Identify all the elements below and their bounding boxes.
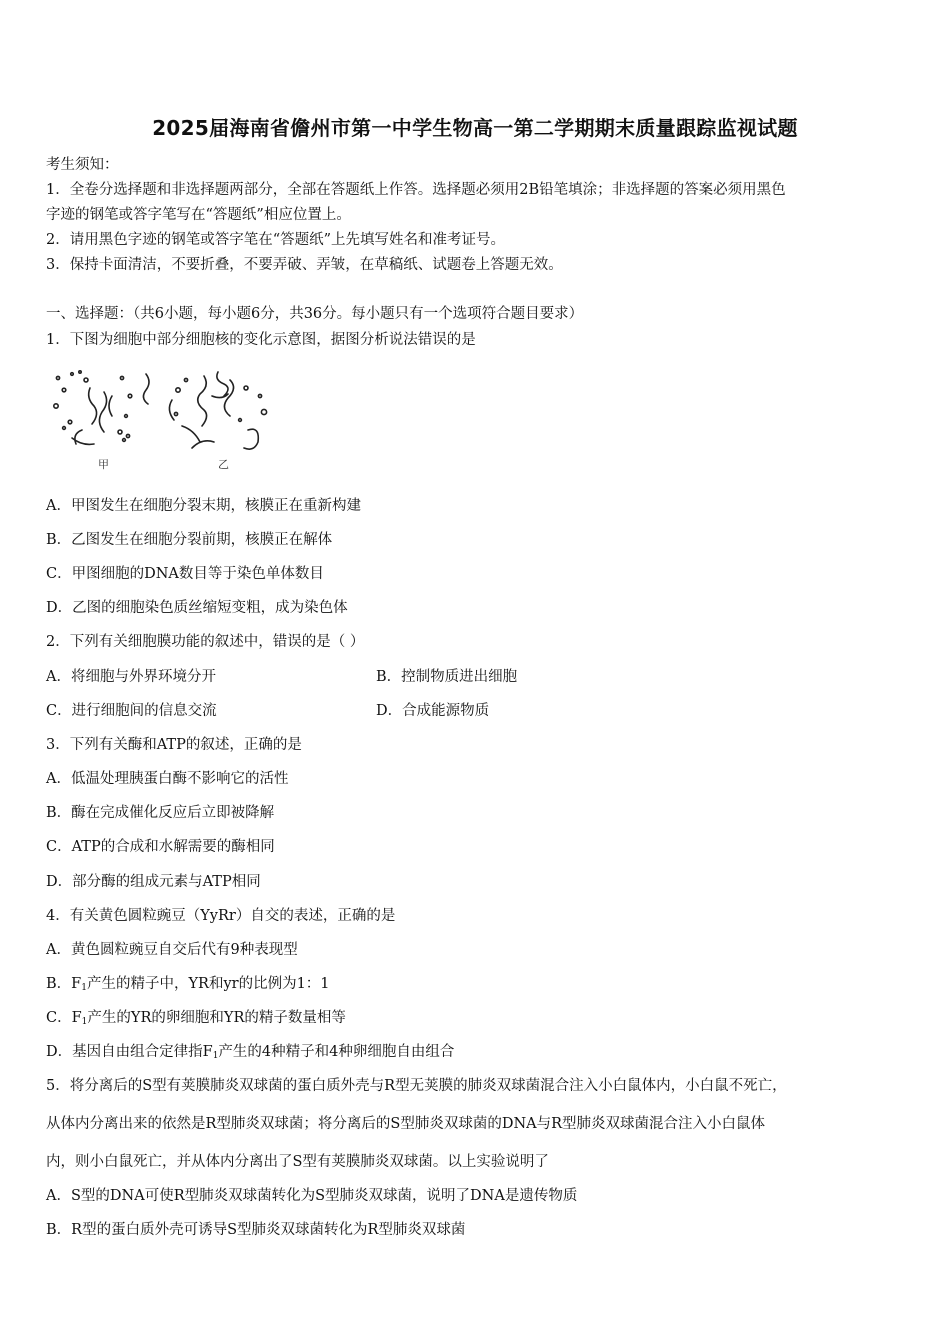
question-1-option-d: D．乙图的细胞染色质丝缩短变粗，成为染色体 [46, 600, 348, 616]
question-3-option-b: B．酶在完成催化反应后立即被降解 [46, 805, 275, 821]
nucleus-diagram [50, 366, 290, 476]
option-text: 产生的精子中，YR和yr的比例为1：1 [86, 976, 330, 992]
notice-item: 1．全卷分选择题和非选择题两部分，全部在答题纸上作答。选择题必须用2B铅笔填涂；非选择题的答案必须用黑色 [46, 182, 786, 198]
option-text: C．F [46, 1010, 82, 1026]
question-4-option-b [46, 972, 330, 993]
question-1-option-a: A．甲图发生在细胞分裂末期，核膜正在重新构建 [46, 498, 361, 514]
subscript: 1 [212, 1051, 219, 1061]
question-1-option-b: B．乙图发生在细胞分裂前期，核膜正在解体 [46, 532, 333, 548]
question-3-option-c: C．ATP的合成和水解需要的酶相同 [46, 839, 275, 855]
question-5-option-a: A．S型的DNA可使R型肺炎双球菌转化为S型肺炎双球菌，说明了DNA是遗传物质 [46, 1188, 578, 1204]
nucleus-diagram-svg [50, 366, 290, 476]
question-4-option-a: A．黄色圆粒豌豆自交后代有9种表现型 [46, 942, 298, 958]
option-text: 产生的4种精子和4种卵细胞自由组合 [218, 1044, 455, 1060]
figure-label-jia: 甲 [98, 458, 109, 471]
question-5-option-b: B．R型的蛋白质外壳可诱导S型肺炎双球菌转化为R型肺炎双球菌 [46, 1222, 466, 1238]
question-1-stem: 1．下图为细胞中部分细胞核的变化示意图，据图分析说法错误的是 [46, 332, 476, 348]
question-2-option-d: D．合成能源物质 [376, 703, 490, 719]
page-title: 2025届海南省儋州市第一中学生物高一第二学期期末质量跟踪监视试题 [152, 116, 798, 140]
notice-heading: 考生须知： [46, 157, 119, 173]
question-1-option-c: C．甲图细胞的DNA数目等于染色单体数目 [46, 566, 324, 582]
question-4-option-d [46, 1040, 454, 1061]
option-text: 产生的YR的卵细胞和YR的精子数量相等 [87, 1010, 346, 1026]
option-text: B．F [46, 976, 82, 992]
question-2-stem: 2．下列有关细胞膜功能的叙述中，错误的是（ ） [46, 634, 365, 650]
question-4-option-c [46, 1006, 346, 1027]
question-3-option-d: D．部分酶的组成元素与ATP相同 [46, 874, 261, 890]
question-3-option-a: A．低温处理胰蛋白酶不影响它的活性 [46, 771, 289, 787]
question-2-option-c: C．进行细胞间的信息交流 [46, 703, 217, 719]
figure-label-yi: 乙 [218, 458, 229, 471]
option-text: D．基因自由组合定律指F [46, 1044, 213, 1060]
question-2-option-b: B．控制物质进出细胞 [376, 669, 518, 685]
subscript: 1 [81, 983, 87, 993]
question-4-stem: 4．有关黄色圆粒豌豆（YyRr）自交的表述，正确的是 [46, 908, 396, 924]
question-5-stem: 5．将分离后的S型有荚膜肺炎双球菌的蛋白质外壳与R型无荚膜的肺炎双球菌混合注入小白鼠体内，小白鼠不死亡， [46, 1078, 787, 1094]
question-5-stem: 从体内分离出来的依然是R型肺炎双球菌；将分离后的S型肺炎双球菌的DNA与R型肺炎双球菌混合注入小白鼠体 [46, 1116, 766, 1132]
notice-item: 3．保持卡面清洁，不要折叠，不要弄破、弄皱，在草稿纸、试题卷上答题无效。 [46, 257, 563, 273]
question-3-stem: 3．下列有关酶和ATP的叙述，正确的是 [46, 737, 302, 753]
notice-item: 2．请用黑色字迹的钢笔或答字笔在“答题纸”上先填写姓名和准考证号。 [46, 232, 506, 248]
question-2-option-a: A．将细胞与外界环境分开 [46, 669, 216, 685]
question-5-stem: 内，则小白鼠死亡，并从体内分离出了S型有荚膜肺炎双球菌。以上实验说明了 [46, 1154, 549, 1170]
notice-item: 字迹的钢笔或答字笔写在“答题纸”相应位置上。 [46, 207, 351, 223]
section-heading: 一、选择题：（共6小题，每小题6分，共36分。每小题只有一个选项符合题目要求） [46, 306, 584, 322]
subscript: 1 [81, 1017, 88, 1027]
